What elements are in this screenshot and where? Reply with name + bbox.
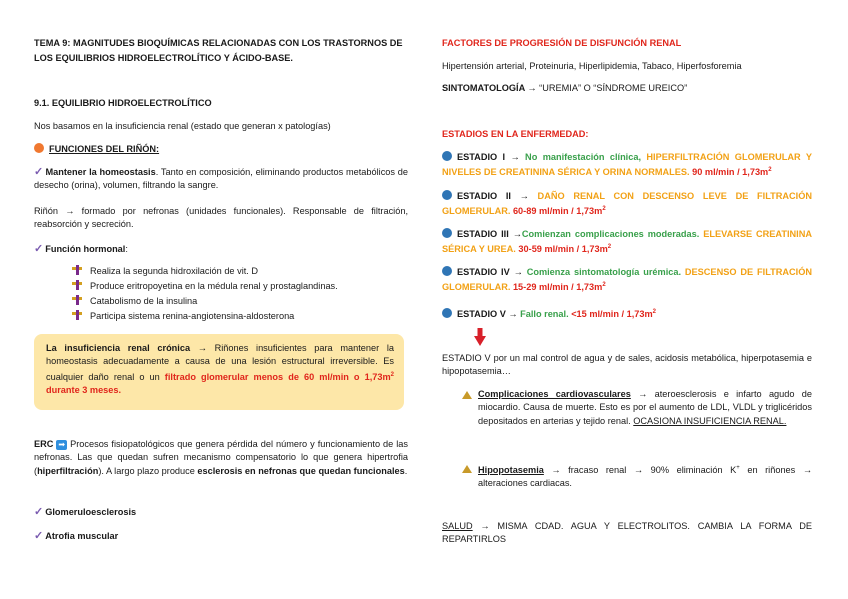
hormonal-list [72, 265, 402, 325]
glomerulo-label: Glomeruloesclerosis [45, 507, 137, 517]
pin-bullet-icon [72, 310, 82, 320]
sintomatologia-line [442, 82, 687, 95]
list-item-text: Catabolismo de la insulina [90, 296, 198, 306]
estadio-sup: 2 [602, 282, 606, 289]
hipopotasemia-text: → fracaso renal → 90% eliminación K [543, 465, 737, 476]
callout-bold: La insuficiencia renal crónica [46, 343, 191, 353]
estadio-green: Comienza sintomatología urémica. [522, 267, 682, 277]
pin-bullet-icon [72, 295, 82, 305]
complicaciones-title: Complicaciones cardiovasculares [478, 389, 631, 399]
estadio-orange: DESCENSO DE FILTRACIÓN GLOMERULAR. [442, 267, 812, 293]
checkmark-icon: ✓ [34, 506, 44, 518]
erc-label: ERC [34, 439, 54, 449]
estadio-1 [442, 151, 812, 180]
down-arrow-icon [474, 328, 486, 346]
estadio-green: Comienzan complicaciones moderadas. [521, 229, 700, 239]
estadio-orange: DAÑO RENAL CON DESCENSO LEVE DE FILTRACIÓN GLOMERULAR. [442, 191, 812, 217]
checkmark-icon: ✓ [34, 243, 44, 255]
callout-red: filtrado glomerular menos de 60 ml/min o 1,73m [164, 371, 391, 382]
homeostasis-bold: Mantener la homeostasis [45, 167, 156, 177]
estadio-label: ESTADIO III [457, 229, 509, 239]
hipopotasemia-text-block [478, 462, 812, 491]
estadio-label: ESTADIO IV → [457, 267, 523, 277]
estadio-4 [442, 266, 812, 295]
estadio-label: ESTADIO II → [457, 191, 529, 201]
complicaciones-underline: OCASIONA INSUFICIENCIA RENAL. [633, 415, 787, 426]
factores-text: Hipertensión arterial, Proteinuria, Hiperlipidemia, Tabaco, Hiperfosforemia [442, 61, 742, 71]
complicaciones-item [478, 388, 812, 428]
hipopotasemia-item [478, 462, 812, 491]
atrofia-label: Atrofia muscular [45, 531, 119, 541]
list-item [72, 280, 402, 295]
erc-bold: hiperfiltración [37, 465, 99, 476]
blue-bullet-icon [442, 266, 452, 276]
estadio-orange: ELEVARSE CREATININA SÉRICA Y UREA. [442, 229, 813, 255]
salud-paragraph [442, 520, 812, 547]
right-arrow-icon: ➡ [58, 440, 66, 449]
factores-title: FACTORES DE PROGRESIÓN DE DISFUNCIÓN RENAL [442, 38, 682, 48]
estadio-green: Fallo renal. [517, 309, 569, 320]
homeostasis-paragraph [34, 166, 408, 193]
list-item-text: Realiza la segunda hidroxilación de vit. D [90, 266, 259, 276]
estadio-orange: HIPERFILTRACIÓN GLOMERULAR Y NIVELES DE CREATININA SÉRICA Y ORINA NORMALES. [442, 152, 812, 178]
callout-red-sup: 2 [390, 371, 395, 378]
estadio-red: 90 ml/min / 1,73m [689, 167, 769, 178]
erc-bold2: esclerosis en nefronas que quedan funcionales [197, 465, 405, 476]
funciones-heading [34, 143, 159, 156]
funciones-heading-label: FUNCIONES DEL RIÑÓN: [49, 144, 160, 154]
pin-bullet-icon [72, 280, 82, 290]
hipopotasemia-row [478, 462, 812, 491]
estadio-label: ESTADIO V → [457, 309, 518, 320]
estadio-red: 15-29 ml/min / 1,73m [510, 282, 603, 293]
erc-text1: Procesos fisiopatológicos que genera pérdida del número y funcionamiento de las nefronas. Las que quedan sufren mecanismo compensatorio lo que genera hipertrofia ( [34, 439, 408, 476]
estadio-3 [442, 228, 812, 257]
funcion-hormonal-heading [34, 243, 128, 256]
atrofia-item [34, 530, 118, 543]
hipopotasemia-title: Hipopotasemia [478, 465, 544, 476]
estadio-sup: 2 [602, 206, 606, 213]
estadio-sup: 2 [607, 244, 612, 251]
hipopotasemia-sup: + [736, 465, 740, 471]
estadio-red: 30-59 ml/min / 1,73m [515, 244, 608, 255]
sintomatologia-rest: “UREMIA” O “SÍNDROME UREICO” [536, 83, 688, 93]
estadio-green: No manifestación clínica, [519, 152, 642, 162]
intro-text: Nos basamos en la insuficiencia renal (estado que generan x patologías) [34, 121, 331, 131]
orange-bullet-icon [34, 143, 44, 153]
salud-label: SALUD [442, 521, 473, 531]
section-title: 9.1. EQUILIBRIO HIDROELECTROLÍTICO [34, 98, 212, 108]
list-item [72, 295, 402, 310]
checkmark-icon: ✓ [34, 166, 44, 178]
list-item-text: Produce eritropoyetina en la médula renal y prostaglandinas. [90, 281, 338, 291]
complicaciones-text-block [478, 388, 812, 428]
estadio-5 [442, 306, 812, 321]
estadio-arrow: → [512, 229, 522, 239]
colon: : [125, 244, 128, 254]
rinon-paragraph: Riñón → formado por nefronas (unidades funcionales). Responsable de filtración, reabsorción y secreción. [34, 206, 408, 230]
estadio-sup: 2 [768, 167, 772, 174]
irc-callout-box [34, 334, 404, 410]
blue-bullet-icon [442, 308, 452, 318]
triangle-bullet-icon [462, 465, 472, 473]
salud-text: → MISMA CDAD. AGUA Y ELECTROLITOS. CAMBIA LA FORMA DE REPARTIRLOS [442, 521, 812, 545]
erc-text2: ). A largo plazo produce [98, 465, 198, 476]
erc-paragraph [34, 438, 408, 478]
checkmark-icon: ✓ [34, 530, 44, 542]
document-title: TEMA 9: MAGNITUDES BIOQUÍMICAS RELACIONADAS CON LOS TRASTORNOS DE LOS EQUILIBRIOS HIDROELECTROLÍTICO Y ÁCIDO-BASE. [34, 38, 403, 63]
callout-red2: durante 3 meses. [46, 385, 122, 396]
estadio-red: 60-89 ml/min / 1,73m [510, 206, 603, 217]
blue-bullet-icon [442, 228, 452, 238]
sintomatologia-bold: SINTOMATOLOGÍA → [442, 83, 537, 93]
pin-bullet-icon [72, 265, 82, 275]
blue-bullet-icon [442, 151, 452, 161]
estadio-label: ESTADIO I → [457, 152, 520, 162]
glomerulo-item [34, 506, 136, 519]
callout-text: → Riñones insuficientes para mantener la homeostasis adecuadamente a causa de una lesión estructural irreversible. Es cualquier daño renal o un [46, 343, 394, 382]
estadio-sup: 2 [652, 309, 656, 315]
list-item [72, 265, 402, 280]
hipopotasemia-text2: en riñones → alteraciones cardiacas. [478, 465, 813, 489]
complicaciones-row [478, 388, 812, 428]
list-item [72, 310, 402, 325]
estadios-title: ESTADIOS EN LA ENFERMEDAD: [442, 129, 589, 139]
estadio-2 [442, 190, 812, 219]
triangle-bullet-icon [462, 391, 472, 399]
blue-bullet-icon [442, 190, 452, 200]
homeostasis-rest: . Tanto en composición, eliminando productos metabólicos de desecho (orina), volumen, filtrando la sangre. [34, 167, 409, 191]
erc-text3: . [404, 465, 408, 476]
complicaciones-text: → ateroesclerosis e infarto agudo de miocardio. Causa de muerte. Esto es por el aumento de LDL, VLDL y triglicéridos depositados en arterias y tejido renal. [478, 389, 813, 426]
estadio-red: <15 ml/min / 1,73m [568, 309, 653, 320]
funcion-hormonal-label: Función hormonal [45, 244, 126, 254]
estadio5-paragraph: ESTADIO V por un mal control de agua y de sales, acidosis metabólica, hiperpotasemia e hipopotasemia… [442, 353, 812, 377]
list-item-text: Participa sistema renina-angiotensina-aldosterona [90, 311, 295, 321]
